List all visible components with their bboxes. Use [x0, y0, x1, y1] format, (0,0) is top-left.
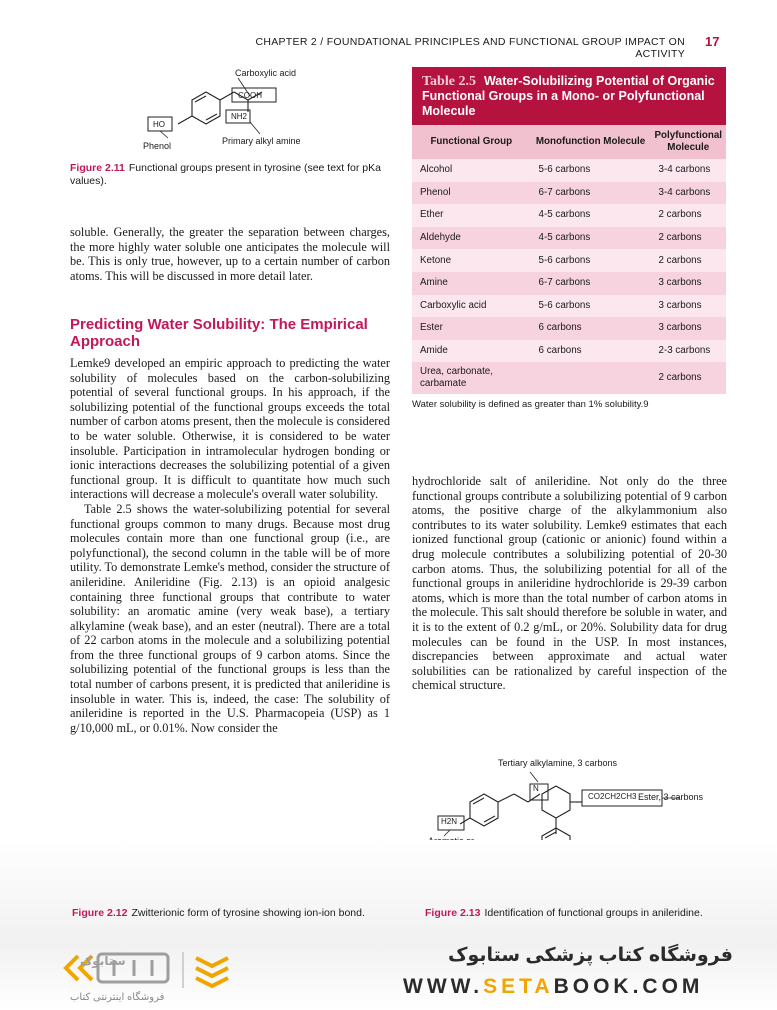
label-h2n: H2N	[441, 817, 458, 826]
caption-text: Zwitterionic form of tyrosine showing ion-ion bond.	[131, 907, 365, 919]
table-cell: 2 carbons	[651, 227, 727, 250]
label-n: N	[533, 784, 539, 793]
label-nh2: NH2	[231, 112, 248, 121]
left-column-body	[70, 356, 390, 735]
table-row	[412, 272, 726, 295]
label-phenol: Phenol	[143, 141, 172, 151]
column-header: Polyfunctional Molecule	[651, 125, 727, 159]
table-cell: Carboxylic acid	[412, 295, 531, 318]
table-cell: 6-7 carbons	[531, 182, 651, 205]
table-cell: 5-6 carbons	[531, 159, 651, 182]
column-header: Functional Group	[412, 125, 531, 159]
caption-label: Figure 2.12	[72, 907, 128, 919]
table-cell: 4-5 carbons	[531, 227, 651, 250]
table-cell: Alcohol	[412, 159, 531, 182]
right-paragraph: hydrochloride salt of anileridine. Not only do the three functional groups contribute a solubilizing potential of 9 carbon atoms, the positive charge of the alkylammonium also contributes to its water solubility. Lemke9 estimates that each ionized functional group (cationic or anionic) found within a drug molecule contributes a solubilizing potential of 20-30 carbon atoms. Thus, the solubilizing potential for all of the functional groups in anileridine hydrochloride is 29-39 carbon atoms, which is more than the total number of carbon atoms in the molecule. This salt should therefore be soluble in water, and it is to the extent of 0.2 g/mL, or 20%. Solubility data for drug molecules can be found in the USP. In most instances, discrepancies between approximate and actual water solubilities can be rationalized by careful inspection of the chemical structure.	[412, 474, 727, 693]
table-cell	[531, 362, 651, 394]
table-cell: 6 carbons	[531, 340, 651, 363]
page-number: 17	[705, 34, 720, 49]
url-highlight: SETA	[483, 975, 554, 998]
watermark-url	[403, 975, 703, 999]
left-paragraph-3: Table 2.5 shows the water-solubilizing potential for several functional groups common to many drugs. Because most drug molecules contain more than one functional group (i.e., are polyfunctional), the second column in the table will be of more utility. To demonstrate Lemke's method, consider the structure of anileridine. Anileridine (Fig. 2.13) is an opioid analgesic containing three functional groups that contribute to water solubility: an aromatic amine (very weak base), a tertiary alkylamine (weak base), and an ester (neutral). There are a total of 22 carbon atoms in the molecule and a solubilizing potential from the three functional groups of 9 carbon atoms. Since the solubilizing potential of the functional groups is less than the total number of carbons present, it is predicted that anileridine is insoluble in water. This is, indeed, the case: The solubility of anileridine is reported in the U.S. Pharmacopeia (USP) as 1 g/10,000 mL, or 0.01%. Now consider the	[70, 501, 390, 735]
figure-2-13-caption	[425, 907, 735, 920]
table-header-row	[412, 125, 726, 159]
caption-label: Figure 2.13	[425, 907, 481, 919]
url-suffix: BOOK.COM	[553, 975, 704, 998]
left-paragraph-2: Lemke9 developed an empiric approach to predicting the water solubility of molecules based on the carbon-solubilizing potential of several functional groups. In his approach, if the solubilizing potential of the functional groups exceeds the total number of carbon atoms present, then the molecule is considered to be water soluble. Otherwise, it is considered to be water insoluble. Participation in intramolecular hydrogen bonding or ionic interactions decreases the solubilizing potential of a given functional group. It is difficult to quantitate how much such interactions will decrease a molecule's overall water solubility.	[70, 356, 390, 502]
table-cell: Amine	[412, 272, 531, 295]
figure-2-11-caption	[70, 162, 390, 188]
table-row	[412, 249, 726, 272]
table-cell: Urea, carbonate, carbamate	[412, 362, 531, 394]
table-cell: 2 carbons	[651, 204, 727, 227]
table-cell: Aldehyde	[412, 227, 531, 250]
watermark-persian-small: فروشگاه اینترنتی کتاب	[70, 992, 165, 1003]
table-row	[412, 340, 726, 363]
table-cell: 3 carbons	[651, 295, 727, 318]
table-cell: 3-4 carbons	[651, 159, 727, 182]
label-tertiary-amine: Tertiary alkylamine, 3 carbons	[498, 758, 618, 768]
table-cell: 4-5 carbons	[531, 204, 651, 227]
caption-text: Identification of functional groups in anileridine.	[484, 907, 703, 919]
label-ester-formula: CO2CH2CH3	[588, 792, 637, 801]
label-ester: Ester, 3 carbons	[638, 792, 704, 802]
caption-label: Figure 2.11	[70, 162, 125, 174]
table-cell: 2 carbons	[651, 362, 727, 394]
logo-text: ستابوک	[80, 954, 126, 968]
watermark-persian-name: فروشگاه کتاب پزشکی ستابوک	[447, 945, 733, 966]
table-cell: 5-6 carbons	[531, 295, 651, 318]
table-row	[412, 159, 726, 182]
table-2-5	[412, 67, 726, 410]
table-row	[412, 362, 726, 394]
table-row	[412, 317, 726, 340]
table-cell: 5-6 carbons	[531, 249, 651, 272]
table-cell: Phenol	[412, 182, 531, 205]
table-row	[412, 182, 726, 205]
label-primary-amine: Primary alkyl amine	[222, 136, 301, 146]
table-cell: 3 carbons	[651, 272, 727, 295]
caption-text: Functional groups present in tyrosine (see text for pKa values).	[70, 162, 381, 187]
column-header: Monofunction Molecule	[531, 125, 651, 159]
table-cell: 3-4 carbons	[651, 182, 727, 205]
table-cell: Amide	[412, 340, 531, 363]
label-cooh: COOH	[238, 91, 262, 100]
table-cell: 3 carbons	[651, 317, 727, 340]
table-title	[412, 67, 726, 125]
left-paragraph-1: soluble. Generally, the greater the separation between charges, the more highly water soluble one anticipates the molecule will be. This is only true, however, up to a certain number of carbon atoms. This will be discussed in more detail later.	[70, 225, 390, 283]
table-cell: 2 carbons	[651, 249, 727, 272]
label-ho: HO	[153, 120, 165, 129]
table-cell: Ester	[412, 317, 531, 340]
table-footnote: Water solubility is defined as greater than 1% solubility.9	[412, 399, 649, 411]
solubility-table	[412, 125, 726, 394]
table-row	[412, 204, 726, 227]
running-header: CHAPTER 2 / FOUNDATIONAL PRINCIPLES AND FUNCTIONAL GROUP IMPACT ON ACTIVITY	[255, 36, 685, 60]
table-cell: Ether	[412, 204, 531, 227]
table-cell: 6-7 carbons	[531, 272, 651, 295]
table-cell: Ketone	[412, 249, 531, 272]
section-title: Predicting Water Solubility: The Empirical Approach	[70, 316, 368, 350]
table-row	[412, 227, 726, 250]
table-cell: 2-3 carbons	[651, 340, 727, 363]
url-prefix: WWW.	[403, 975, 484, 998]
table-title-text: Water-Solubilizing Potential of Organic Functional Groups in a Mono- or Polyfunctional Molecule	[422, 74, 715, 118]
table-row	[412, 295, 726, 318]
label-carboxylic-acid: Carboxylic acid	[235, 68, 297, 78]
figure-2-12-caption	[72, 907, 392, 920]
table-number: Table 2.5	[422, 74, 476, 89]
table-cell: 6 carbons	[531, 317, 651, 340]
